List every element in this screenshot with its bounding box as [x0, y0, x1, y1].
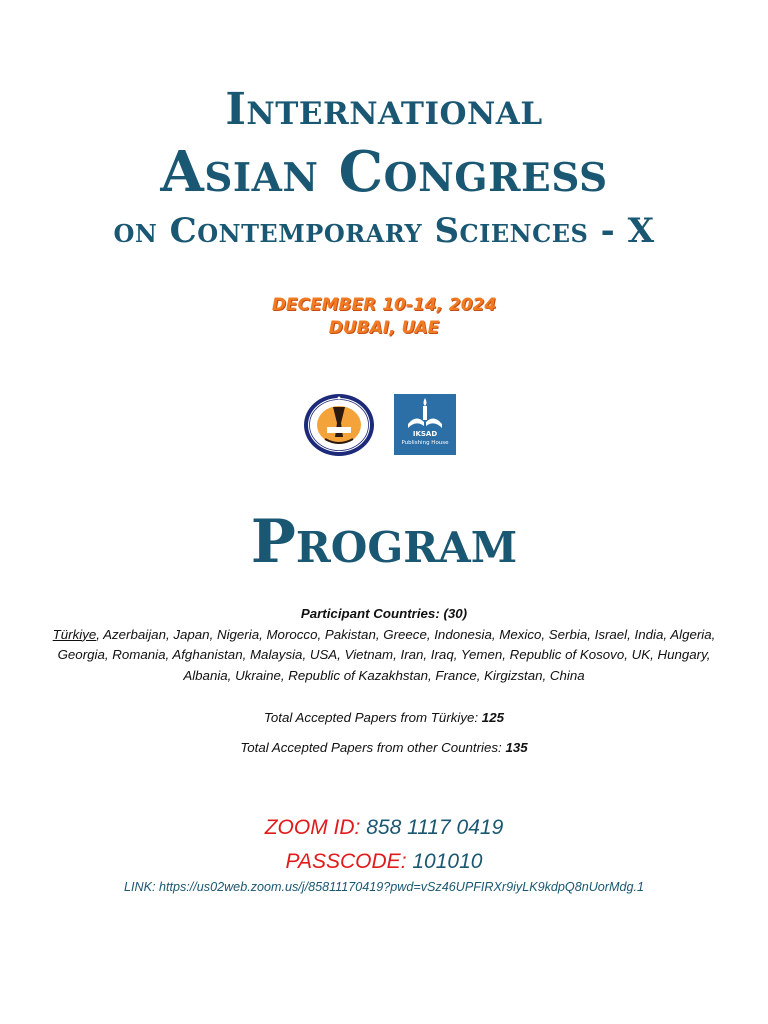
- papers-other-label: Total Accepted Papers from other Countries:: [240, 740, 502, 755]
- zoom-passcode: [0, 851, 768, 872]
- zoom-id: [0, 817, 768, 838]
- participants-count: (30): [443, 606, 468, 621]
- papers-turkiye: [0, 710, 768, 725]
- program-heading: Program: [250, 507, 518, 577]
- event-info: [0, 294, 768, 340]
- papers-turkiye-value: 125: [481, 710, 504, 725]
- zoom-link[interactable]: LINK: https://us02web.zoom.us/j/85811170419?pwd=vSz46UPFIRXr9iyLK9kdpQ8nUorMdg.1: [123, 880, 645, 894]
- papers-other: [0, 740, 768, 755]
- book-torch-icon: [394, 394, 456, 430]
- iksad-publishing-logo: [394, 394, 456, 455]
- congress-title: [0, 84, 768, 251]
- country-turkiye: Türkiye: [52, 626, 97, 642]
- papers-other-value: 135: [505, 740, 528, 755]
- participants-label: Participant Countries:: [300, 606, 440, 621]
- papers-turkiye-label: Total Accepted Papers from Türkiye:: [264, 710, 479, 725]
- event-location: DUBAI, UAE: [328, 318, 440, 338]
- title-line-3: on Contemporary Sciences - X: [113, 211, 655, 251]
- title-line-2: Asian Congress: [160, 139, 608, 205]
- passcode-value: 101010: [412, 850, 483, 873]
- passcode-label: PASSCODE:: [285, 850, 407, 873]
- country-list: , Azerbaijan, Japan, Nigeria, Morocco, Pakistan, Greece, Indonesia, Mexico, Serbia, Israel, India, Algeria, Georgia, Romania, Afghanistan, Malaysia, USA, Vietnam, Iran, Iraq, Yemen, Republic of Kosovo, UK, Hungary, Albania, Ukraine, Republic of Kazakhstan, France, Kirgizstan, China: [57, 626, 716, 683]
- iksad-brand-text: IKSAD: [412, 430, 438, 438]
- event-dates: DECEMBER 10-14, 2024: [271, 295, 497, 315]
- zoom-id-label: ZOOM ID:: [264, 816, 361, 839]
- iksad-sub-text: Publishing House: [401, 440, 449, 446]
- zoom-id-value: 858 1117 0419: [366, 816, 504, 839]
- title-line-1: International: [225, 84, 543, 135]
- participant-countries: [50, 604, 718, 686]
- institute-seal-logo: [303, 393, 375, 457]
